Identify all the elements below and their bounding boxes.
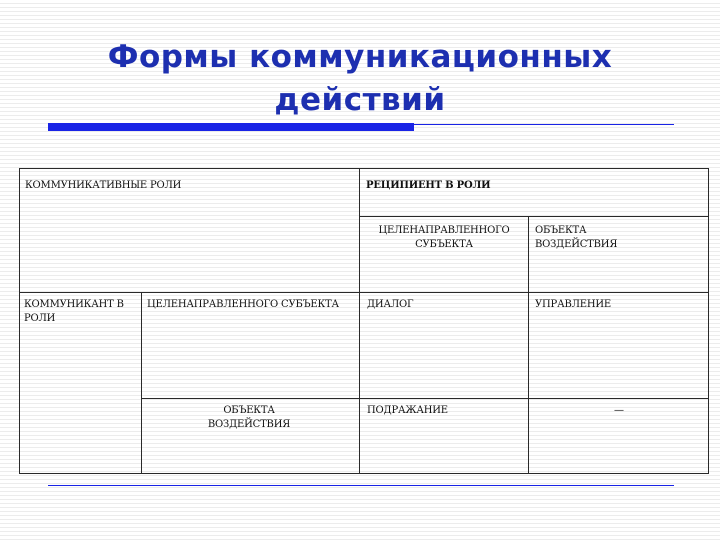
table-line-row-top bbox=[19, 292, 709, 293]
table-border-top bbox=[19, 168, 709, 169]
roles-table bbox=[19, 168, 709, 474]
table-line-col-left bbox=[141, 292, 142, 474]
header-recipient-in-role: РЕЦИПИЕНТ В РОЛИ bbox=[366, 180, 491, 191]
row-communicant-in-role: КОММУНИКАНТ В РОЛИ bbox=[24, 299, 124, 324]
slide-title-line-1: Формы коммуникационных bbox=[107, 39, 613, 75]
table-line-col-right bbox=[528, 216, 529, 474]
row-purposeful-subject: ЦЕЛЕНАПРАВЛЕННОГО СУБЪЕКТА bbox=[147, 299, 339, 310]
cell-management: УПРАВЛЕНИЕ bbox=[535, 299, 611, 310]
table-line-header bbox=[359, 216, 709, 217]
table-border-right bbox=[708, 168, 709, 474]
cell-dialogue: ДИАЛОГ bbox=[367, 299, 414, 310]
cell-imitation: ПОДРАЖАНИЕ bbox=[367, 405, 448, 416]
title-underline-thin bbox=[48, 124, 674, 125]
column-object-of-influence: ОБЪЕКТА ВОЗДЕЙСТВИЯ bbox=[535, 225, 618, 250]
table-line-row-middle bbox=[141, 398, 709, 399]
slide-title bbox=[60, 36, 660, 122]
bottom-rule bbox=[48, 485, 674, 486]
cell-empty-dash: — bbox=[614, 405, 624, 416]
header-communicative-roles: КОММУНИКАТИВНЫЕ РОЛИ bbox=[25, 180, 182, 191]
row-object-of-influence: ОБЪЕКТА ВОЗДЕЙСТВИЯ bbox=[207, 405, 291, 430]
column-purposeful-subject: ЦЕЛЕНАПРАВЛЕННОГО СУБЪЕКТА bbox=[378, 225, 510, 250]
table-border-bottom bbox=[19, 473, 709, 474]
table-border-left bbox=[19, 168, 20, 474]
slide-title-line-2: действий bbox=[274, 82, 446, 118]
table-line-col-middle bbox=[359, 168, 360, 474]
